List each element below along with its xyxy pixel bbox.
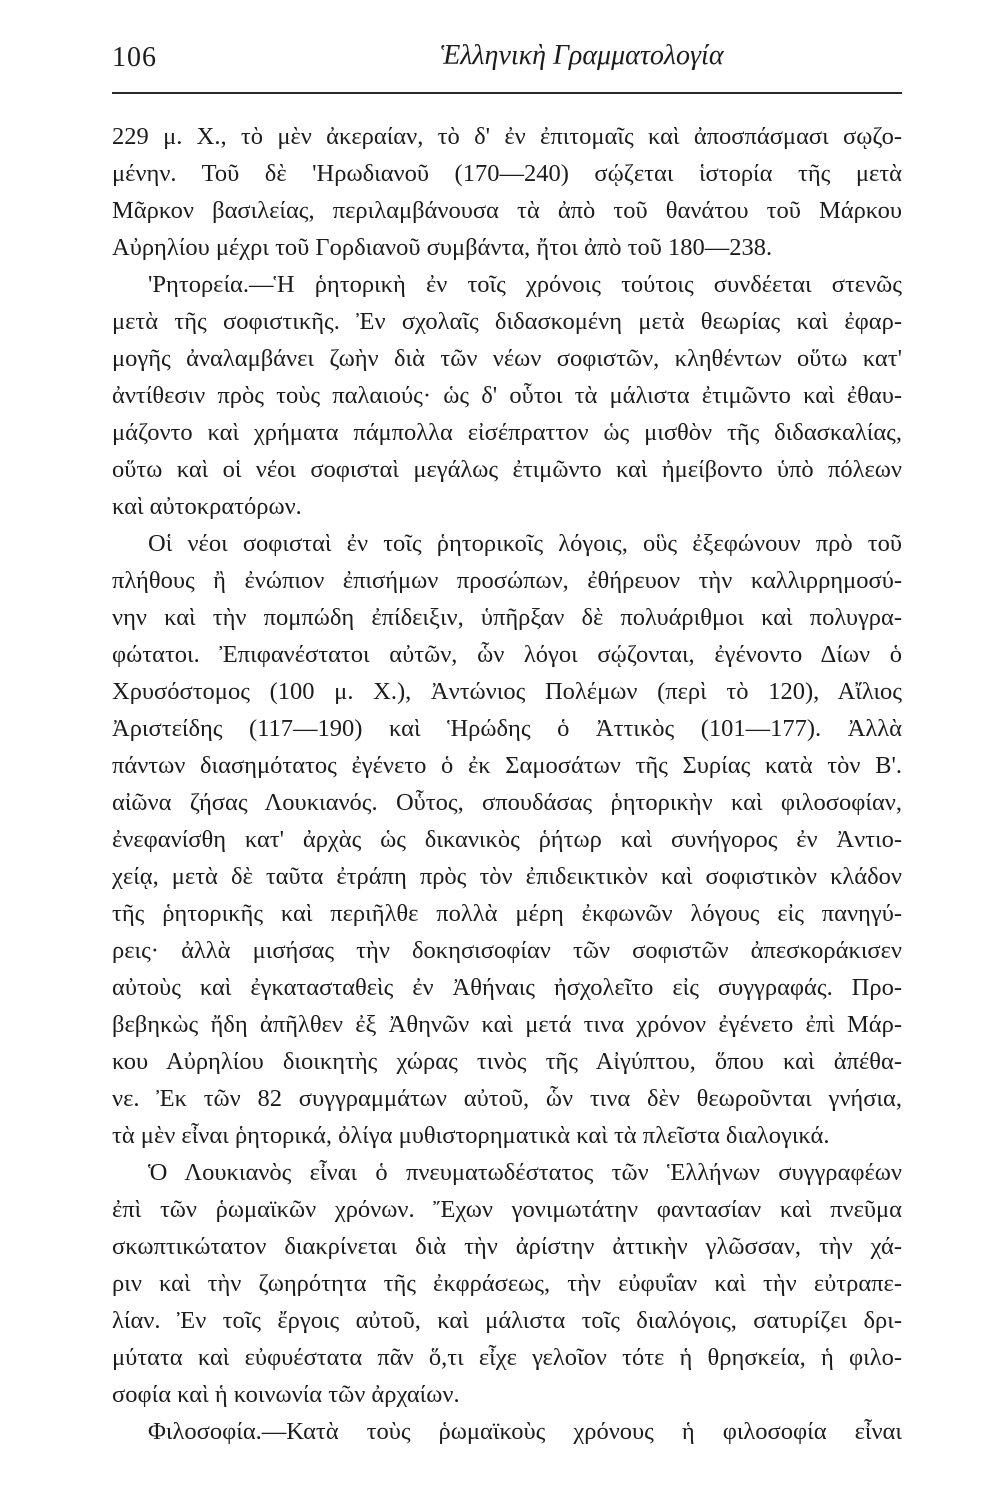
text-line: χείᾳ, μετὰ δὲ ταῦτα ἐτράπη πρὸς τὸν ἐπιδεικτικὸν καὶ σοφιστικὸν κλάδον: [112, 863, 902, 890]
text-line: οὕτω καὶ οἱ νέοι σοφισταὶ μεγάλως ἐτιμῶντο καὶ ἠμείβοντο ὑπὸ πόλεων: [112, 456, 902, 483]
text-line: Φιλοσοφία.—Κατὰ τοὺς ῥωμαϊκοὺς χρόνους ἡ φιλοσοφία εἶναι: [148, 1418, 902, 1445]
body-text: [112, 118, 902, 1450]
text-line: πάντων διασημότατος ἐγένετο ὁ ἐκ Σαμοσάτων τῆς Συρίας κατὰ τὸν Β'.: [112, 752, 902, 779]
text-line: μύτατα καὶ εὐφυέστατα πᾶν ὅ,τι εἶχε γελοῖον τότε ἡ θρησκεία, ἡ φιλο-: [112, 1344, 902, 1371]
text-line: φώτατοι. Ἐπιφανέστατοι αὐτῶν, ὧν λόγοι σῴζονται, ἐγένοντο Δίων ὁ: [112, 641, 902, 668]
text-line: λίαν. Ἐν τοῖς ἔργοις αὐτοῦ, καὶ μάλιστα τοῖς διαλόγοις, σατυρίζει δρι-: [112, 1307, 902, 1334]
header-rule: [112, 92, 902, 94]
text-line: Χρυσόστομος (100 μ. Χ.), Ἀντώνιος Πολέμων (περὶ τὸ 120), Αἴλιος: [112, 678, 902, 705]
text-line: Αὐρηλίου μέχρι τοῦ Γορδιανοῦ συμβάντα, ἤτοι ἀπὸ τοῦ 180—238.: [112, 234, 773, 261]
running-title: Ἑλληνικὴ Γραμματολογία: [440, 40, 724, 71]
text-line: σκωπτικώτατον διακρίνεται διὰ τὴν ἀρίστην ἀττικὴν γλῶσσαν, τὴν χά-: [112, 1233, 902, 1260]
text-line: νην καὶ τὴν πομπώδη ἐπίδειξιν, ὑπῆρξαν δὲ πολυάριθμοι καὶ πολυγρα-: [112, 604, 902, 631]
text-line: Ὁ Λουκιανὸς εἶναι ὁ πνευματωδέστατος τῶν Ἑλλήνων συγγραφέων: [148, 1159, 902, 1186]
text-line: τῆς ῥητορικῆς καὶ περιῆλθε πολλὰ μέρη ἐκφωνῶν λόγους εἰς πανηγύ-: [112, 900, 902, 927]
text-line: Μᾶρκον βασιλείας, περιλαμβάνουσα τὰ ἀπὸ τοῦ θανάτου τοῦ Μάρκου: [112, 197, 902, 224]
text-line: νε. Ἐκ τῶν 82 συγγραμμάτων αὐτοῦ, ὧν τινα δὲν θεωροῦνται γνήσια,: [112, 1085, 902, 1112]
text-line: κου Αὐρηλίου διοικητὴς χώρας τινὸς τῆς Αἰγύπτου, ὅπου καὶ ἀπέθα-: [112, 1048, 902, 1075]
text-line: 229 μ. Χ., τὸ μὲν ἀκεραίαν, τὸ δ' ἐν ἐπιτομαῖς καὶ ἀποσπάσμασι σῳζο-: [112, 123, 902, 150]
text-line: μογῆς ἀναλαμβάνει ζωὴν διὰ τῶν νέων σοφιστῶν, κληθέντων οὕτω κατ': [112, 345, 902, 372]
text-line: Οἱ νέοι σοφισταὶ ἐν τοῖς ῥητορικοῖς λόγοις, οὓς ἐξεφώνουν πρὸ τοῦ: [148, 530, 902, 557]
text-line: σοφία καὶ ἡ κοινωνία τῶν ἀρχαίων.: [112, 1381, 460, 1408]
text-line: ἀντίθεσιν πρὸς τοὺς παλαιούς· ὡς δ' οὗτοι τὰ μάλιστα ἐτιμῶντο καὶ ἐθαυ-: [112, 382, 902, 409]
text-line: 'Ρητορεία.—Ἡ ῥητορικὴ ἐν τοῖς χρόνοις τούτοις συνδέεται στενῶς: [148, 271, 902, 298]
text-line: αἰῶνα ζήσας Λουκιανός. Οὗτος, σπουδάσας ῥητορικὴν καὶ φιλοσοφίαν,: [112, 789, 902, 816]
text-line: ριν καὶ τὴν ζωηρότητα τῆς ἐκφράσεως, τὴν εὐφυΐαν καὶ τὴν εὐτραπε-: [112, 1270, 902, 1297]
text-line: αὐτοὺς καὶ ἐγκατασταθεὶς ἐν Ἀθήναις ἠσχολεῖτο εἰς συγγραφάς. Προ-: [112, 974, 902, 1001]
text-line: μάζοντο καὶ χρήματα πάμπολλα εἰσέπραττον ὡς μισθὸν τῆς διδασκαλίας,: [112, 419, 902, 446]
text-line: ἐνεφανίσθη κατ' ἀρχὰς ὡς δικανικὸς ῥήτωρ καὶ συνήγορος ἐν Ἀντιο-: [112, 826, 902, 853]
text-line: καὶ αὐτοκρατόρων.: [112, 493, 302, 520]
text-line: ἐπὶ τῶν ῥωμαϊκῶν χρόνων. Ἔχων γονιμωτάτην φαντασίαν καὶ πνεῦμα: [112, 1196, 902, 1223]
text-line: ρεις· ἀλλὰ μισήσας τὴν δοκησισοφίαν τῶν σοφιστῶν ἀπεσκοράκισεν: [112, 937, 902, 964]
page-number: 106: [112, 42, 157, 73]
text-line: πλήθους ἢ ἐνώπιον ἐπισήμων προσώπων, ἐθήρευον τὴν καλλιρρημοσύ-: [112, 567, 902, 594]
text-line: τὰ μὲν εἶναι ῥητορικά, ὀλίγα μυθιστορηματικὰ καὶ τὰ πλεῖστα διαλογικά.: [112, 1122, 830, 1149]
page-header: [112, 40, 902, 90]
text-line: Ἀριστείδης (117—190) καὶ Ἡρώδης ὁ Ἀττικὸς (101—177). Ἀλλὰ: [112, 715, 902, 742]
text-line: μετὰ τῆς σοφιστικῆς. Ἐν σχολαῖς διδασκομένη μετὰ θεωρίας καὶ ἐφαρ-: [112, 308, 902, 335]
text-line: βεβηκὼς ἤδη ἀπῆλθεν ἐξ Ἀθηνῶν καὶ μετά τινα χρόνον ἐγένετο ἐπὶ Μάρ-: [112, 1011, 902, 1038]
text-line: μένην. Τοῦ δὲ 'Ηρωδιανοῦ (170—240) σῴζεται ἱστορία τῆς μετὰ: [112, 160, 902, 187]
